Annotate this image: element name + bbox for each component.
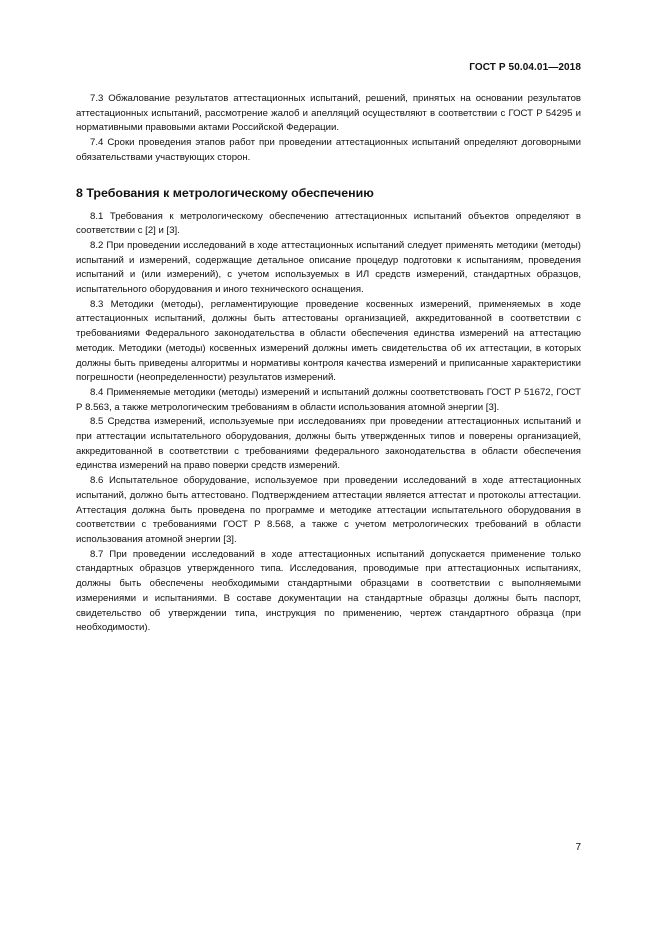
paragraph-8-5: 8.5 Средства измерений, используемые при исследованиях при проведении аттестационных испытаний и при аттестации испытательного оборудования, должны быть утвержденных типов и поверены организацией, аккредитованной в соответствии с требованиями федерального законодательства в области обеспечения единства измерений на право поверки средств измерений. — [76, 416, 581, 472]
paragraph-8-4: 8.4 Применяемые методики (методы) измерений и испытаний должны соответствовать ГОСТ Р 51672, ГОСТ Р 8.563, а также метрологическим требованиям в области использования атомной энергии [3]. — [76, 386, 581, 413]
page-content — [76, 92, 581, 636]
paragraph-7-4: 7.4 Сроки проведения этапов работ при проведении аттестационных испытаний определяют договорными обязательствами участвующих сторон. — [76, 137, 581, 163]
paragraph-8-3: 8.3 Методики (методы), регламентирующие проведение косвенных измерений, применяемых в ходе аттестационных испытаний, должны быть аттестованы организацией, аккредитованной в соответствии с требованиями Федерального законодательства в области обеспечения единства измерений на аттестацию методик. Методики (методы) косвенных измерений должны иметь свидетельства об их аттестации, в которых должны быть приведены алгоритмы и нормативы контроля качества измерений и приписанные характеристики погрешности (неопределенности) результатов измерений. — [76, 298, 581, 384]
paragraph-8-1: 8.1 Требования к метрологическому обеспечению аттестационных испытаний объектов определяют в соответствии с [2] и [3]. — [76, 210, 581, 237]
paragraph-8-7: 8.7 При проведении исследований в ходе аттестационных испытаний допускается применение только стандартных образцов утвержденного типа. Исследования, проводимые при аттестационных испытаниях, должны быть обеспечены необходимыми стандартными образцами в соответствии с выполняемыми измерениями и испытаниями. В составе документации на стандартные образцы должны быть паспорт, свидетельство об утверждении типа, инструкция по применению, чертеж стандартного образца (при необходимости). — [76, 548, 581, 634]
section-title: 8 Требования к метрологическому обеспечению — [76, 185, 374, 200]
paragraph-7-3: 7.3 Обжалование результатов аттестационных испытаний, решений, принятых на основании результатов аттестационных испытаний, рассмотрение жалоб и апелляций осуществляют в соответствии с ГОСТ Р 54295 и нормативными правовыми актами Российской Федерации. — [76, 93, 581, 134]
page-number: 7 — [575, 842, 581, 853]
document-header — [469, 62, 581, 73]
document-number: ГОСТ Р 50.04.01—2018 — [469, 62, 581, 73]
paragraph-8-2: 8.2 При проведении исследований в ходе аттестационных испытаний следует применять методики (методы) испытаний и измерений, содержащие детальное описание процедур подготовки к испытаниям, проведения испытаний и (или измерений), с учетом используемых в ИЛ средств измерений, стандартных образцов, испытательного оборудования и иного технического оснащения. — [76, 239, 581, 296]
paragraph-8-6: 8.6 Испытательное оборудование, используемое при проведении исследований в ходе аттестационных испытаний, должно быть аттестовано. Подтверждением аттестации является аттестат и протоколы аттестации. Аттестация должна быть проведена по программе и методике аттестации испытательного оборудования в соответствии с требованиями ГОСТ Р 8.568, а также с учетом метрологических требований в области использования атомной энергии [3]. — [76, 475, 581, 545]
